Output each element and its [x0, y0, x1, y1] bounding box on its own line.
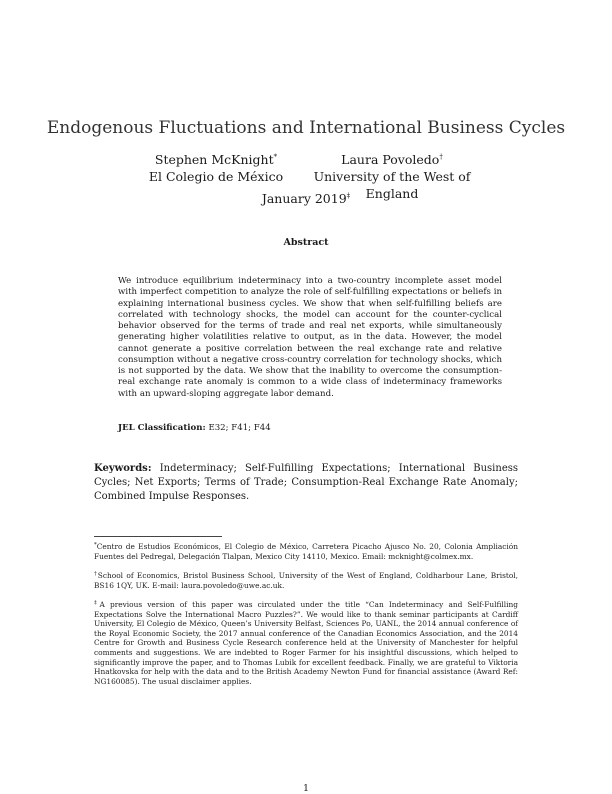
- footnote-2: †School of Economics, Bristol Business School, University of the West of England, Coldharbour Lane, Bristol, BS16 1QY, UK. E-mail: laura.povoledo@uwe.ac.uk.: [94, 571, 519, 590]
- author-name: Laura Povoledo†: [341, 152, 443, 167]
- author-name: Stephen McKnight*: [154, 152, 278, 167]
- author-1: [126, 149, 306, 185]
- author-affiliation: University of the West of England: [313, 169, 471, 201]
- abstract-heading: Abstract: [283, 237, 329, 248]
- paper-title: Endogenous Fluctuations and International Business Cycles: [46, 118, 566, 138]
- abstract-text: We introduce equilibrium indeterminacy into a two-country incomplete asset model with imperfect competition to analyze the role of self-fulfilling expectations or beliefs in explaining international business cycles. We show that when self-fulfilling beliefs are correlated with technology shocks, the model can account for the counter-cyclical behavior observed for the terms of trade and real net exports, while simultaneously generating higher volatilities relative to output, as in the data. However, the model cannot generate a positive correlation between the real exchange rate and relative consumption without a negative cross-country correlation for technology shocks, which is not supported by the data. We show that the inability to overcome the consumption-real exchange rate anomaly is common to a wide class of indeterminacy frameworks with an upward-sloping aggregate labor demand.: [118, 276, 502, 399]
- jel-codes: E32; F41; F44: [208, 423, 271, 433]
- footnote-3: ‡A previous version of this paper was circulated under the title “Can Indeterminacy and Self-Fulfilling Expectations Solve the International Macro Puzzles?”. We would like to thank seminar participants at Cardiff University, El Colegio de México, Queen’s University Belfast, Sciences Po, UANL, the 2014 annual conference of the Royal Economic Society, the 2017 annual conference of the Canadian Economics Association, and the 2014 Centre for Growth and Business Cycle Research conference held at the University of Manchester for helpful comments and suggestions. We are indebted to Roger Farmer for his insightful discussions, which helped to significantly improve the paper, and to Thomas Lubik for excellent feedback. Finally, we are grateful to Viktoria Hnatkovska for help with the data and to the British Academy Newton Fund for financial assistance (Award Ref: NG160085). The usual disclaimer applies.: [94, 600, 518, 686]
- keywords-text: Indeterminacy; Self-Fulfilling Expectations; International Business Cycles; Net Exports; Terms of Trade; Consumption-Real Exchange Rate Anomaly; Combined Impulse Responses.: [94, 463, 519, 502]
- author-affiliation: El Colegio de México: [148, 169, 284, 184]
- paper-date: January 2019‡: [261, 191, 351, 206]
- jel-label: JEL Classification:: [118, 423, 206, 433]
- jel-classification: [118, 423, 502, 433]
- keywords: [94, 462, 518, 504]
- footnote-1: *Centro de Estudios Económicos, El Colegio de México, Carretera Picacho Ajusco No. 20, Colonia Ampliación Fuentes del Pedregal, Delegación Tlalpan, Mexico City 14110, Mexico. Email: mcknight@colmex.mx.: [94, 542, 518, 561]
- keywords-label: Keywords:: [94, 463, 152, 474]
- footnote-rule: [94, 536, 222, 537]
- page-number: 1: [302, 783, 310, 794]
